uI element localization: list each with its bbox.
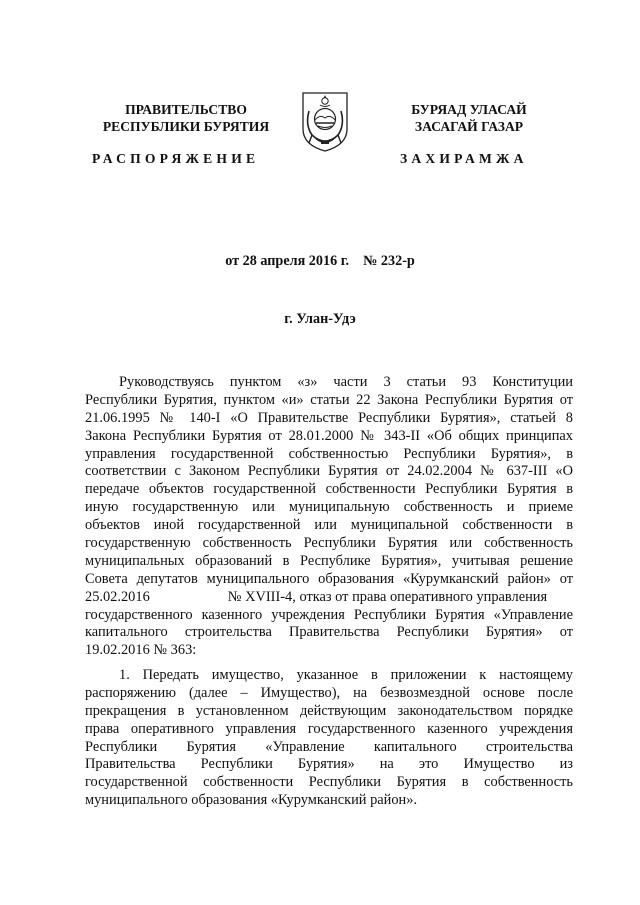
text-line: государственной собственности Республики Бурятия в собственность bbox=[85, 774, 573, 791]
text-line: муниципальных образований в Республике Бурятия», учитывая решение bbox=[85, 552, 573, 569]
text-line: иную государственную или муниципальную собственность и приеме bbox=[85, 499, 573, 516]
text-line: Республики Бурятия «Управление капитального строительства bbox=[85, 738, 573, 755]
text-line: 19.02.2016 № 363: bbox=[85, 642, 197, 659]
issuer-russian bbox=[94, 101, 278, 135]
council-decision-rest: № XVIII-4, отказ от права оперативного управления bbox=[227, 588, 548, 605]
text-line: муниципального образования «Курумканский район». bbox=[85, 792, 418, 809]
text-line: государственную собственность Республики Бурятия или собственность bbox=[85, 535, 573, 552]
text-line: капитального строительства Правительства Республики Бурятия» от bbox=[85, 624, 573, 641]
text-line bbox=[85, 589, 573, 607]
text-line: Закона Республики Бурятия от 28.01.2000 № 343-II «Об общих принципах bbox=[85, 427, 573, 444]
text-line: Совета депутатов муниципального образования «Курумканский район» от bbox=[85, 570, 573, 587]
document-date: от 28 апреля 2016 г. bbox=[225, 253, 350, 269]
buryatia-coat-of-arms-icon bbox=[300, 89, 350, 153]
issuer-buryat bbox=[369, 101, 569, 135]
document-number: № 232-р bbox=[363, 253, 415, 269]
text-line: права оперативного управления государственного казенного учреждения bbox=[85, 720, 573, 737]
text-line: управления государственной собственностью Республики Бурятия», в bbox=[85, 445, 573, 462]
text-line: Правительства Республики Бурятия» на это Имущество из bbox=[85, 756, 573, 773]
text-line: 21.06.1995 № 140-I «О Правительстве Республики Бурятия», статьей 8 bbox=[85, 409, 573, 426]
text-line: Руководствуясь пунктом «з» части 3 статьи 93 Конституции bbox=[119, 374, 573, 390]
issuer-buryat-line-1: БУРЯАД УЛАСАЙ bbox=[411, 102, 527, 117]
clause-1-paragraph bbox=[85, 667, 573, 810]
document-city: г. Улан-Удэ bbox=[284, 311, 356, 327]
text-line: объектов иной государственной или муниципальной собственности в bbox=[85, 517, 573, 534]
council-decision-date: 25.02.2016 bbox=[85, 588, 150, 605]
text-line: государственного казенного учреждения Республики Бурятия «Управление bbox=[85, 606, 573, 623]
text-line: 1. Передать имущество, указанное в приложении к настоящему bbox=[119, 667, 573, 683]
document-kind-russian: РАСПОРЯЖЕНИЕ bbox=[92, 151, 260, 166]
text-line: прекращения в установленном действующим законодательством порядке bbox=[85, 702, 573, 719]
text-line: распоряжению (далее – Имущество), на безвозмездной основе после bbox=[85, 684, 573, 701]
issuer-buryat-line-2: ЗАСАГАЙ ГАЗАР bbox=[414, 119, 524, 134]
issuer-russian-line-2: РЕСПУБЛИКИ БУРЯТИЯ bbox=[102, 119, 270, 134]
text-line: Республики Бурятия, пунктом «и» статьи 22 Закона Республики Бурятия от bbox=[85, 391, 573, 408]
text-line: передаче объектов государственной собственности Республики Бурятия в bbox=[85, 481, 573, 498]
document-date-number bbox=[0, 253, 640, 270]
preamble-paragraph bbox=[85, 374, 573, 660]
document-kind-buryat: ЗАХИРАМЖА bbox=[400, 151, 528, 166]
issuer-russian-line-1: ПРАВИТЕЛЬСТВО bbox=[125, 102, 247, 117]
text-line: соответствии с Законом Республики Бурятия от 24.02.2004 № 637-III «О bbox=[85, 463, 573, 480]
